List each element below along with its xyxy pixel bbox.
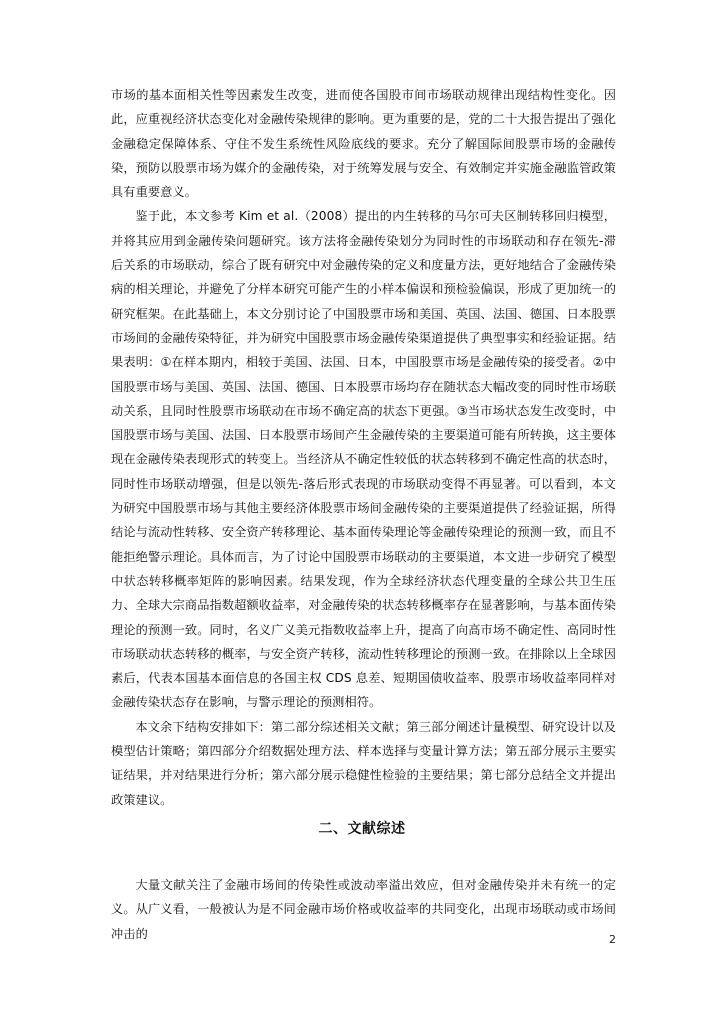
paragraph-structure-outline: 本文余下结构安排如下：第二部分综述相关文献；第三部分阐述计量模型、研究设计以及模型估计策略；第四部分介绍数据处理方法、样本选择与变量计算方法；第五部分展示主要实证结果，并对结果进行分析；第六部分展示稳健性检验的主要结果；第七部分总结全文并提出政策建议。 <box>111 719 616 807</box>
paragraph-literature-intro: 大量文献关注了金融市场间的传染性或波动率溢出效应，但对金融传染并未有统一的定义。从广义看，一般被认为是不同金融市场价格或收益率的共同变化，出现市场联动或市场间冲击的 <box>111 878 616 941</box>
literature-review-text <box>111 873 616 946</box>
section-heading: 二、文献综述 <box>318 821 406 837</box>
paragraph-continuation: 市场的基本面相关性等因素发生改变，进而使各国股市间市场联动规律出现结构性变化。因此，应重视经济状态变化对金融传染规律的影响。更为重要的是，党的二十大报告提出了强化金融稳定保障体系、守住不发生系统性风险底线的要求。充分了解国际间股票市场的金融传染，预防以股票市场为媒介的金融传染，对于统筹发展与安全、有效制定并实施金融监管政策具有重要意义。 <box>111 88 616 200</box>
body-text <box>111 83 616 812</box>
page-number: 2 <box>609 933 616 946</box>
paragraph-methodology-results: 鉴于此，本文参考 Kim et al.（2008）提出的内生转移的马尔可夫区制转移回归模型，并将其应用到金融传染问题研究。该方法将金融传染划分为同时性的市场联动和存在领先-滞后关系的市场联动，综合了既有研究中对金融传染的定义和度量方法，更好地结合了金融传染病的相关理论，并避免了分样本研究可能产生的小样本偏误和预检验偏误，形成了更加统一的研究框架。在此基础上，本文分别讨论了中国股票市场和美国、英国、法国、德国、日本股票市场间的金融传染特征，并为研究中国股票市场金融传染渠道提供了典型事实和经验证据。结果表明：①在样本期内，相较于美国、法国、日本，中国股票市场是金融传染的接受者。②中国股票市场与美国、英国、法国、德国、日本股票市场均存在随状态大幅改变的同时性市场联动关系，且同时性股票市场联动在市场不确定高的状态下更强。③当市场状态发生改变时，中国股票市场与美国、法国、日本股票市场间产生金融传染的主要渠道可能有所转换，这主要体现在金融传染表现形式的转变上。当经济从不确定性较低的状态转移到不确定性高的状态时，同时性市场联动增强，但是以领先-落后形式表现的市场联动变得不再显著。可以看到，本文为研究中国股票市场与其他主要经济体股票市场间金融传染的主要渠道提供了经验证据，所得结论与流动性转移、安全资产转移理论、基本面传染理论等金融传染理论的预测一致，而且不能拒绝警示理论。具体而言，为了讨论中国股票市场联动的主要渠道，本文进一步研究了模型中状态转移概率矩阵的影响因素。结果发现，作为全球经济状态代理变量的全球公共卫生压力、全球大宗商品指数超额收益率，对金融传染的状态转移概率存在显著影响，与基本面传染理论的预测一致。同时，名义广义美元指数收益率上升，提高了向高市场不确定性、高同时性市场联动状态转移的概率，与安全资产转移，流动性转移理论的预测一致。在排除以上全球因素后，代表本国基本面信息的各国主权 CDS 息差、短期国债收益率、股票市场收益率同样对金融传染状态存在影响，与警示理论的预测相符。 <box>111 209 616 710</box>
